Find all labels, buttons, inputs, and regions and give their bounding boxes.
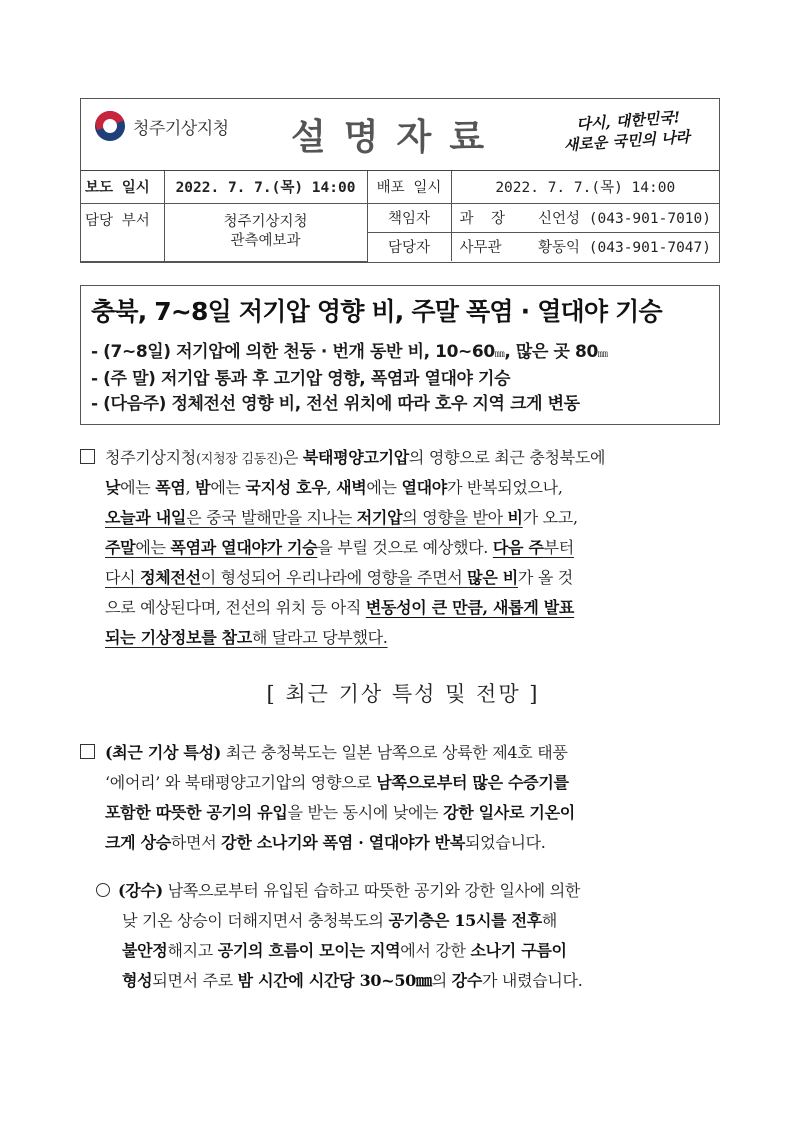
text-line: 으로 예상된다며, 전선의 위치 등 아직 변동성이 큰 만큼, 새롭게 발표: [105, 598, 575, 617]
responsible-label: 책임자: [367, 203, 451, 232]
responsible-title: 과 장: [459, 211, 505, 227]
text-line: 주말에는 폭염과 열대야가 기승을 부릴 것으로 예상했다. 다음 주부터: [105, 538, 574, 557]
document-type-title: 설명자료: [291, 117, 503, 158]
text-line: 청주기상지청(지청장 김동진)은 북태평양고기압의 영향으로 최근 충청북도에: [80, 443, 726, 473]
recent-weather-paragraph: [80, 738, 726, 858]
text-line: 되는 기상정보를 참고해 달라고 당부했다.: [105, 628, 388, 647]
contact-name-phone: 황동익 (043-901-7047): [538, 240, 711, 257]
responsible-value: [451, 203, 719, 232]
text-line: 오늘과 내일은 중국 발해만을 지나는 저기압의 영향을 받아 비가 오고,: [105, 508, 578, 527]
release-info-table: [81, 171, 719, 262]
text-line: 다시 정체전선이 형성되어 우리나라에 영향을 주면서 많은 비가 올 것: [105, 568, 573, 587]
text-line: 크게 상승하면서 강한 소나기와 폭염 · 열대야가 반복되었습니다.: [105, 833, 546, 852]
rainfall-paragraph: [80, 876, 726, 996]
responsible-name-phone: 신언성 (043-901-7010): [538, 211, 711, 227]
headline-bullets: [91, 340, 709, 417]
taegeuk-logo-icon: [95, 111, 125, 141]
report-date-value: 2022. 7. 7.(목) 14:00: [164, 171, 367, 203]
slogan-line-2: 새로운 국민의 나라: [562, 127, 691, 155]
department-line-1: 청주기상지청: [223, 214, 308, 230]
headline-box: [80, 285, 720, 425]
slogan-line-1: 다시, 대한민국!: [575, 108, 681, 134]
distribution-date-label: 배포 일시: [367, 171, 451, 203]
agency-logo: [95, 111, 229, 141]
contact-title: 사무관: [459, 240, 502, 257]
square-bullet-icon: [80, 449, 95, 464]
text-line: 낮에는 폭염, 밤에는 국지성 호우, 새벽에는 열대야가 반복되었으나,: [105, 478, 563, 497]
text-line: 낮 기온 상승이 더해지면서 충청북도의 공기층은 15시를 전후해: [122, 911, 558, 930]
header-banner: [81, 99, 719, 171]
text-line: ‘에어리’ 와 북태평양고기압의 영향으로 남쪽으로부터 많은 수증기를: [105, 773, 569, 792]
department-value: [164, 203, 367, 261]
department-line-2: 관측예보과: [230, 233, 301, 249]
contact-person-value: [451, 232, 719, 261]
table-row: [81, 203, 719, 232]
department-label: 담당 부서: [81, 203, 164, 261]
intro-paragraph: [80, 443, 726, 653]
government-slogan: [561, 107, 690, 156]
report-date-label: 보도 일시: [81, 171, 164, 203]
table-row: [81, 171, 719, 203]
section-title: [ 최근 기상 특성 및 전망 ]: [266, 682, 540, 706]
headline-bullet: - (7~8일) 저기압에 의한 천둥 · 번개 동반 비, 10~60㎜, 많은 곳 80㎜: [91, 342, 608, 362]
agency-name: 청주기상지청: [133, 118, 229, 139]
text-line: (최근 기상 특성) 최근 충청북도는 일본 남쪽으로 상륙한 제4호 태풍: [80, 738, 726, 768]
press-release-header: [80, 98, 720, 263]
square-bullet-icon: [80, 744, 95, 759]
headline-bullet: - (주 말) 저기압 통과 후 고기압 영향, 폭염과 열대야 기승: [91, 369, 511, 389]
circle-bullet-icon: [96, 883, 110, 897]
text-line: 형성되면서 주로 밤 시간에 시간당 30~50㎜의 강수가 내렸습니다.: [122, 971, 583, 990]
headline-bullet: - (다음주) 정체전선 영향 비, 전선 위치에 따라 호우 지역 크게 변동: [91, 394, 580, 414]
distribution-date-value: 2022. 7. 7.(목) 14:00: [451, 171, 719, 203]
text-line: 포함한 따뜻한 공기의 유입을 받는 동시에 낮에는 강한 일사로 기온이: [105, 803, 575, 822]
text-line: 불안정해지고 공기의 흐름이 모이는 지역에서 강한 소나기 구름이: [122, 941, 567, 960]
text-line: (강수) 남쪽으로부터 유입된 습하고 따뜻한 공기와 강한 일사에 의한: [80, 876, 726, 906]
contact-person-label: 담당자: [367, 232, 451, 261]
headline-title: 충북, 7~8일 저기압 영향 비, 주말 폭염 · 열대야 기승: [91, 297, 662, 326]
